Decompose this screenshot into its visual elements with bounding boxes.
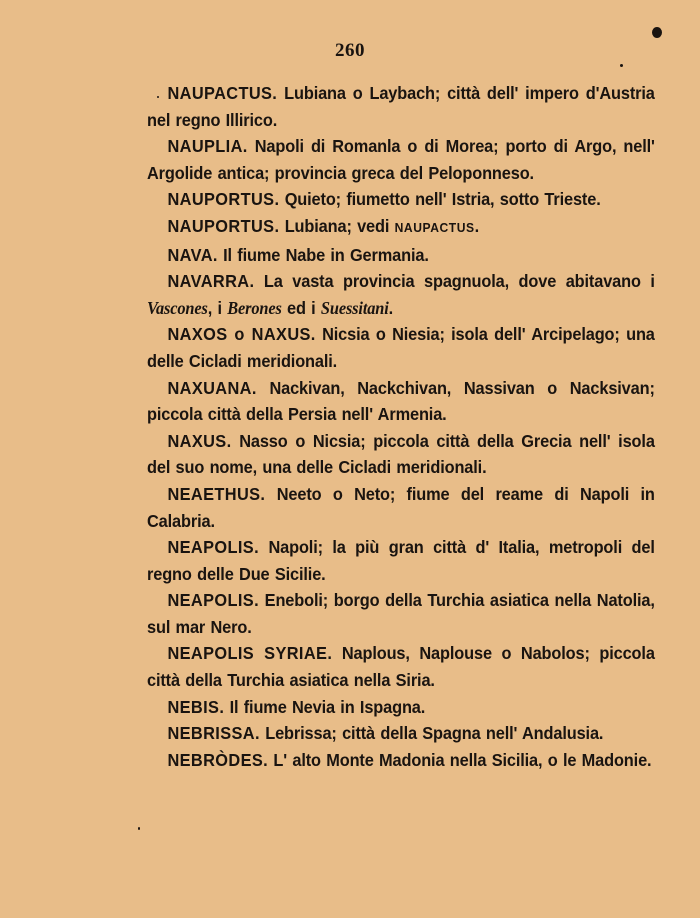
entry-definition: Il fiume Nabe in Germania. [217, 244, 429, 265]
entry-neapolis-1 [147, 534, 655, 587]
entry-nauplia [147, 133, 655, 186]
entry-definition: Lebrissa; città della Spagna nell' Andalusia. [259, 723, 604, 744]
entry-tail: . [388, 297, 394, 318]
entry-definition: Naplous, Naplouse o Nabolos; piccola città della Turchia asiatica nella Siria. [147, 643, 655, 691]
entry-definition: L' alto Monte Madonia nella Sicilia, o le Madonie. [268, 749, 652, 770]
entry-definition: Lubiana; vedi [279, 215, 395, 236]
entry-headword: NAXUS. [167, 430, 232, 451]
italic-term: Vascones [147, 297, 208, 318]
entry-headword: NEAPOLIS. [167, 537, 260, 558]
entry-naupactus [147, 80, 655, 133]
entry-headword: NAVARRA. [167, 271, 255, 292]
entry-neapolis-syriae [147, 640, 655, 693]
entry-headword: NEBIS. [167, 696, 225, 717]
italic-term: Suessitani [320, 297, 389, 318]
entry-headword: NEAPOLIS. [167, 590, 260, 611]
italic-term: Berones [227, 297, 282, 318]
entry-definition: Lubiana o Laybach; città dell' impero d'Austria nel regno Illirico. [147, 83, 655, 130]
entry-nauportus-2 [147, 213, 655, 242]
entry-naxos [147, 321, 655, 374]
ink-speck [652, 27, 662, 38]
entry-neapolis-2 [147, 587, 655, 640]
entry-headword: NAUPORTUS. [167, 189, 280, 210]
entry-list [147, 80, 655, 773]
entry-tail: . [474, 215, 480, 236]
entry-definition: Neeto o Neto; fiume del reame di Napoli in Calabria. [147, 483, 655, 531]
entry-headword: NEAPOLIS SYRIAE. [167, 643, 333, 664]
entry-definition: Napoli; la più gran città d' Italia, metropoli del regno delle Due Sicilie. [147, 537, 655, 584]
entry-headword: NAUPLIA. [167, 136, 248, 157]
entry-nebis [147, 694, 655, 721]
entry-neaethus [147, 481, 655, 534]
entry-definition: Quieto; fiumetto nell' Istria, sotto Trieste. [279, 189, 601, 210]
entry-definition: Il fiume Nevia in Ispagna. [224, 696, 426, 717]
entry-headword: NAVA. [167, 244, 218, 265]
page-number: 260 [335, 40, 365, 61]
entry-definition: Nicsia o Niesia; isola dell' Arcipelago; una delle Cicladi meridionali. [147, 324, 655, 371]
entry-nebrodes [147, 747, 655, 774]
entry-definition: La vasta provincia spagnuola, dove abitavano i [254, 271, 655, 292]
entry-connector: , i [207, 297, 228, 318]
entry-navarra [147, 268, 655, 321]
entry-headword: NAXOS o NAXUS. [167, 324, 316, 345]
entry-connector: ed i [281, 297, 321, 318]
entry-headword: NEBRÒDES. [167, 749, 269, 770]
entry-headword: NEBRISSA. [167, 723, 260, 744]
ink-speck [138, 827, 140, 830]
entry-definition: Nackivan, Nackchivan, Nassivan o Nacksivan; piccola città della Persia nell' Armenia. [147, 377, 655, 425]
entry-definition: Eneboli; borgo della Turchia asiatica nella Natolia, sul mar Nero. [147, 590, 655, 637]
entry-nava [147, 242, 655, 269]
cross-reference: NAUPACTUS [394, 219, 475, 235]
entry-naxuana [147, 375, 655, 428]
entry-naxus [147, 428, 655, 481]
entry-definition: Napoli di Romanla o di Morea; porto di Argo, nell' Argolide antica; provincia greca del Peloponneso. [147, 136, 655, 183]
entry-headword: NAUPORTUS. [167, 215, 280, 236]
entry-definition: Nasso o Nicsia; piccola città della Grecia nell' isola del suo nome, una delle Cicladi meridionali. [147, 430, 655, 478]
entry-headword: NAUPACTUS. [167, 83, 278, 103]
entry-nebrissa [147, 720, 655, 747]
entry-nauportus-1 [147, 186, 655, 213]
ink-speck [620, 64, 623, 67]
entry-headword: NAXUANA. [167, 377, 257, 398]
entry-headword: NEAETHUS. [167, 483, 266, 504]
